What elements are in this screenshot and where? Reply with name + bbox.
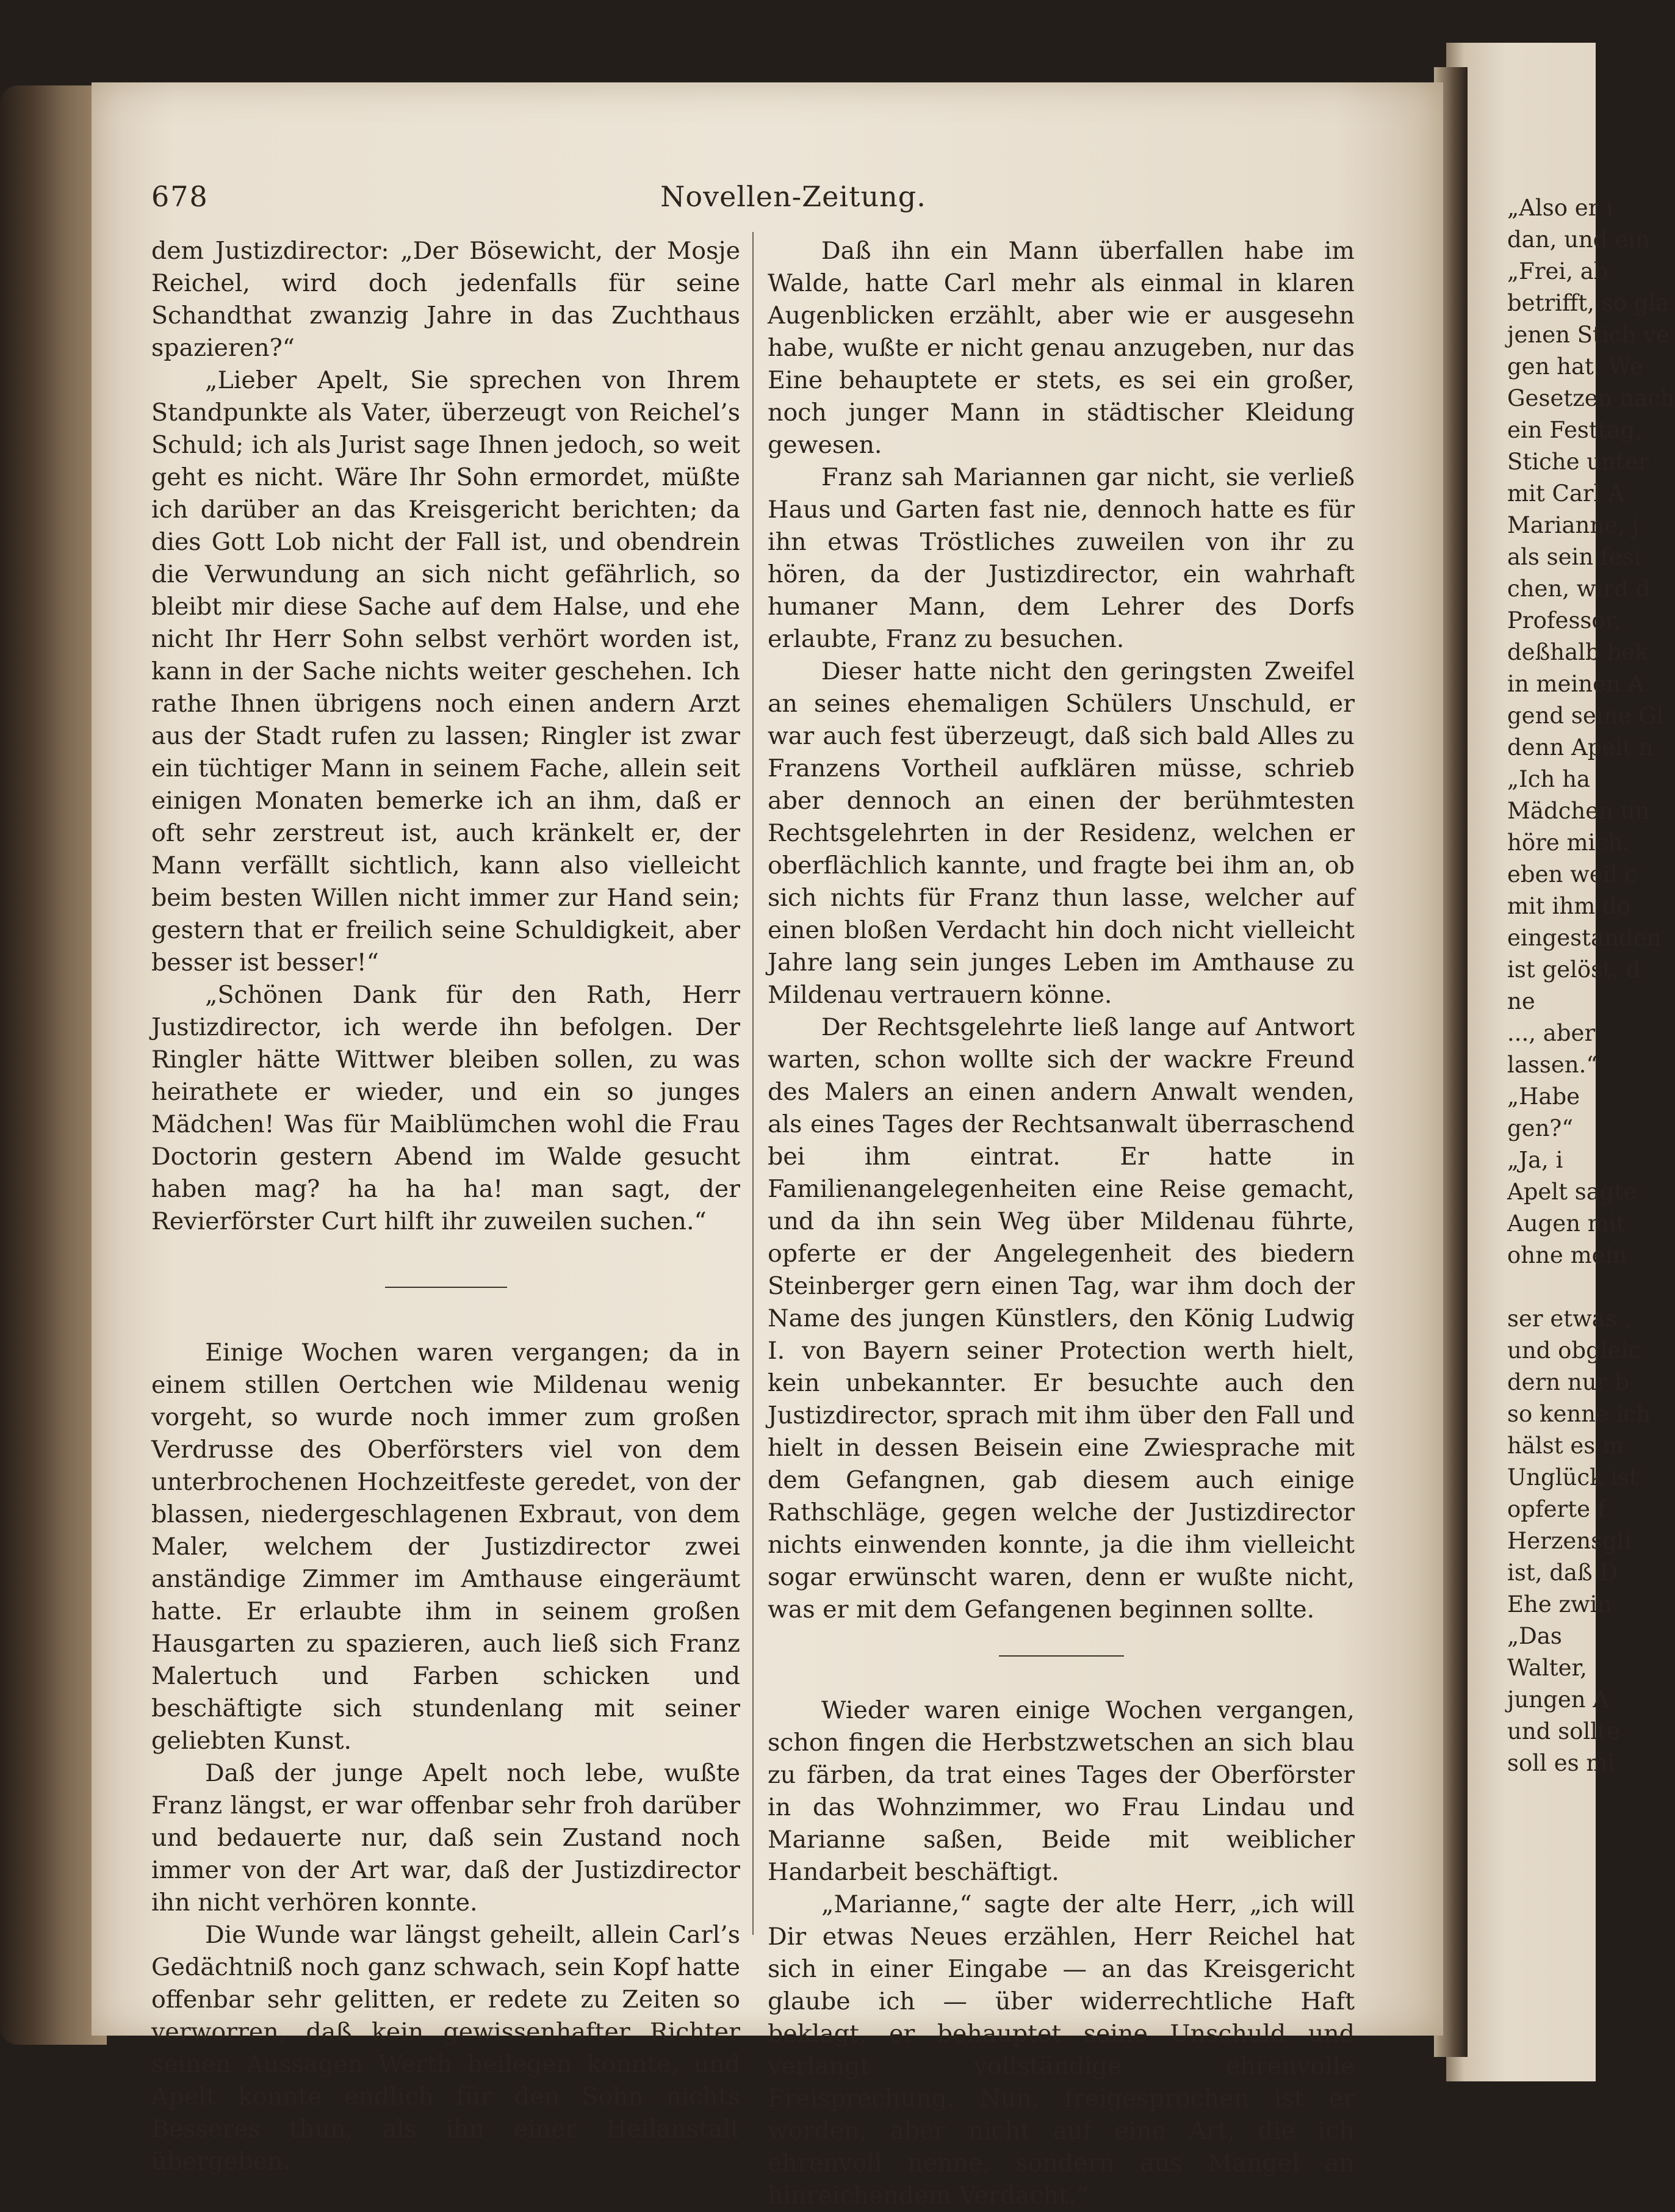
facing-page-line: ser etwas , (1507, 1306, 1632, 1332)
facing-page-line: mit ihm do (1507, 893, 1631, 919)
facing-page-line: „Habe (1507, 1083, 1580, 1110)
column-divider (752, 232, 754, 1935)
right-column (768, 235, 1355, 2212)
facing-page-line: Apelt sagte (1507, 1179, 1637, 1205)
facing-page-line: „Ich ha (1507, 766, 1590, 792)
facing-page-line: gen?“ (1507, 1115, 1574, 1141)
paragraph: Wieder waren einige Wochen vergangen, schon fingen die Herbstzwetschen an sich blau zu färben, da trat eines Tages der Oberförster in das Wohnzimmer, wo Frau Lindau und Marianne saßen, Beide mit weiblicher Handarbeit beschäftigt. (768, 1696, 1355, 1886)
facing-page-line: Ehe zwin (1507, 1591, 1612, 1617)
facing-page-line: hälst es m (1507, 1433, 1624, 1459)
facing-page-line: soll es mi (1507, 1750, 1615, 1776)
facing-page-line: ohne mein (1507, 1242, 1627, 1268)
facing-page-line: mit Carl A (1507, 480, 1624, 507)
facing-page-line: ist, daß D (1507, 1560, 1618, 1586)
paragraph: Franz sah Mariannen gar nicht, sie verließ Haus und Garten fast nie, dennoch hatte es für ihn etwas Tröstliches zuweilen von ihr zu hören, da der Justizdirector, ein wahrhaft humaner Mann, dem Lehrer des Dorfs erlaubte, Franz zu besuchen. (768, 463, 1355, 653)
facing-page-line: ..., aber (1507, 1020, 1596, 1046)
facing-page-line: so kenne ich (1507, 1401, 1651, 1427)
facing-page-line: gend seine Gl (1507, 703, 1664, 729)
facing-page-line: Mädchen un (1507, 798, 1650, 824)
facing-page-line: „Frei, ab (1507, 258, 1608, 284)
paragraph: Dieser hatte nicht den geringsten Zweifel an seines ehemaligen Schülers Unschuld, er war auch fest überzeugt, daß sich bald Alles zu Franzens Vortheil aufklären müsse, schrieb aber dennoch an einen der berühmtesten Rechtsgelehrten in der Residenz, welchen er oberflächlich kannte, und fragte bei ihm an, ob sich nichts für Franz thun lasse, welcher auf einen bloßen Verdacht hin doch nicht vielleicht Jahre lang sein junges Leben im Amthause zu Mildenau vertrauern könne. (768, 657, 1355, 1009)
facing-page-line: denn Apelt n (1507, 734, 1654, 761)
paragraph: dem Justizdirector: „Der Bösewicht, der Mosje Reichel, wird doch jedenfalls für seine Schandthat zwanzig Jahre in das Zuchthaus spazieren?“ (151, 237, 740, 362)
running-title: Novellen-Zeitung. (660, 180, 926, 213)
facing-page-line: und obgleic (1507, 1337, 1641, 1364)
facing-page-line: höre mich. (1507, 830, 1630, 856)
facing-page-text (1507, 192, 1675, 1779)
paragraph: Die Wunde war längst geheilt, allein Carl’s Gedächtniß noch ganz schwach, sein Kopf hatte offenbar sehr gelitten, er redete zu Zeiten so verworren, daß kein gewissenhafter Richter seinen Aussagen Werth beilegen konnte, und Apelt konnte endlich für den Sohn nichts Besseres thun, als ihn einer Heilanstalt übergeben. (151, 1921, 740, 2175)
facing-page-line: eingestanden (1507, 925, 1662, 951)
facing-page-line: Professor, (1507, 607, 1621, 634)
page-number: 678 (151, 180, 209, 213)
paragraph: „Schönen Dank für den Rath, Herr Justizdirector, ich werde ihn befolgen. Der Ringler hätte Wittwer bleiben sollen, zu was heirathete er wieder, und ein so junges Mädchen! Was für Maiblümchen wohl die Frau Doctorin gestern Abend im Walde gesucht haben mag? ha ha ha! man sagt, der Revierförster Curt hilft ihr zuweilen suchen.“ (151, 981, 740, 1235)
facing-page-line: jenen Stich ve (1507, 322, 1670, 348)
facing-page-line: Stiche unter (1507, 449, 1649, 475)
facing-page-line: eben weil c (1507, 861, 1637, 887)
facing-page-line: in meinen A (1507, 671, 1644, 697)
facing-page-line: als sein fesi (1507, 544, 1641, 570)
facing-page-line: dan, und ein (1507, 226, 1650, 253)
facing-page-line: „Ja, i (1507, 1147, 1563, 1173)
facing-page-line: „Also er i (1507, 195, 1613, 221)
facing-page-line: lassen.“ (1507, 1052, 1598, 1078)
facing-page-line: Augen mit (1507, 1210, 1626, 1237)
book-spine-edge (0, 85, 107, 2045)
facing-page-line: und sollte (1507, 1718, 1620, 1744)
facing-page-line: Herzensgli (1507, 1528, 1632, 1554)
facing-page-line: jungen A (1507, 1686, 1610, 1713)
facing-page-line: Gesetzen nach (1507, 385, 1675, 411)
section-rule (385, 1287, 507, 1288)
paragraph: Daß ihn ein Mann überfallen habe im Walde, hatte Carl mehr als einmal in klaren Augenblicken erzählt, aber wie er ausgesehn habe, wußte er nicht genau anzugeben, nur das Eine behauptete er stets, es sei ein großer, noch junger Mann in städtischer Kleidung gewesen. (768, 237, 1355, 459)
facing-page-line: Walter, (1507, 1655, 1587, 1681)
facing-page-line: gen hat. We (1507, 353, 1643, 380)
facing-page-line: ein Festtag, (1507, 417, 1643, 443)
paragraph: „Marianne,“ sagte der alte Herr, „ich will Dir etwas Neues erzählen, Herr Reichel hat sich in einer Eingabe — an das Kreisgericht glaube ich — über widerrechtliche Haft beklagt, er behauptet seine Unschuld und verlangt vollständige ehrenvolle Freisprechung. Nun, freigesprochen ist er worden, aber nicht auf eine Art, die ich ehrenvoll nenne, sondern aus Mangel an hinreichendem Verdacht.“ (768, 1890, 1355, 2210)
facing-page-line: Unglück ist (1507, 1464, 1638, 1491)
section-rule (999, 1655, 1124, 1657)
facing-page-line (1507, 1271, 1611, 1303)
paragraph: Einige Wochen waren vergangen; da in einem stillen Oertchen wie Mildenau wenig vorgeht, so wurde noch immer zum großen Verdrusse des Oberförsters viel von dem unterbrochenen Hochzeitfeste geredet, von der blassen, niedergeschlagenen Exbraut, von dem Maler, welchem der Justizdirector zwei anständige Zimmer im Amthause eingeräumt hatte. Er erlaubte ihm in seinem großen Hausgarten zu spazieren, auch ließ sich Franz Malertuch und Farben schicken und beschäftigte sich stundenlang mit seiner geliebten Kunst. (151, 1339, 740, 1755)
facing-page-line: deßhalb bek (1507, 639, 1649, 665)
facing-page-line: dern nur b (1507, 1369, 1629, 1395)
paragraph: Der Rechtsgelehrte ließ lange auf Antwort warten, schon wollte sich der wackre Freund des Malers an einen andern Anwalt wenden, als eines Tages der Rechtsanwalt überraschend bei ihm eintrat. Er hatte in Familienangelegenheiten eine Reise gemacht, und da ihn sein Weg über Mildenau führte, opferte er der Angelegenheit des biedern Steinberger gern einen Tag, war ihm doch der Name des jungen Künstlers, den König Ludwig I. von Bayern seiner Protection werth hielt, kein unbekannter. Er besuchte auch den Justizdirector, sprach mit ihm über den Fall und hielt in dessen Beisein eine Zwiesprache mit dem Gefangnen, gab diesem auch einige Rathschläge, gegen welche der Justizdirector nichts einwenden konnte, ja die ihm vielleicht sogar erwünscht waren, denn er wußte nicht, was er mit dem Gefangenen beginnen sollte. (768, 1013, 1355, 1624)
facing-page-line: ne (1507, 988, 1535, 1014)
paragraph: „Lieber Apelt, Sie sprechen von Ihrem Standpunkte als Vater, überzeugt von Reichel’s Schuld; ich als Jurist sage Ihnen jedoch, so weit geht es nicht. Wäre Ihr Sohn ermordet, müßte ich darüber an das Kreisgericht berichten; da dies Gott Lob nicht der Fall ist, und obendrein die Verwundung an sich nicht gefährlich, so bleibt mir diese Sache auf dem Halse, und ehe nicht Ihr Herr Sohn selbst verhört worden ist, kann in der Sache nichts weiter geschehen. Ich rathe Ihnen übrigens noch einen andern Arzt aus der Stadt rufen zu lassen; Ringler ist zwar ein tüchtiger Mann in seinem Fache, allein seit einigen Monaten bemerke ich an ihm, daß er oft sehr zerstreut ist, auch kränkelt er, der Mann verfällt sichtlich, kann also vielleicht beim besten Willen nicht immer zur Hand sein; gestern that er freilich seine Schuldigkeit, aber besser ist besser!“ (151, 366, 740, 977)
facing-page-line: opferte f (1507, 1496, 1606, 1522)
facing-page-line: chen, wird d (1507, 576, 1651, 602)
left-column (151, 235, 740, 2178)
facing-page-line: „Das (1507, 1623, 1562, 1649)
facing-page-line: Marianne, j (1507, 512, 1640, 538)
facing-page-line: ist gelöst, d (1507, 956, 1641, 983)
facing-page-line: betrifft, so gla (1507, 290, 1670, 316)
paragraph: Daß der junge Apelt noch lebe, wußte Franz längst, er war offenbar sehr froh darüber und bedauerte nur, daß sein Zustand noch immer von der Art war, daß der Justizdirector ihn nicht verhören konnte. (151, 1759, 740, 1917)
